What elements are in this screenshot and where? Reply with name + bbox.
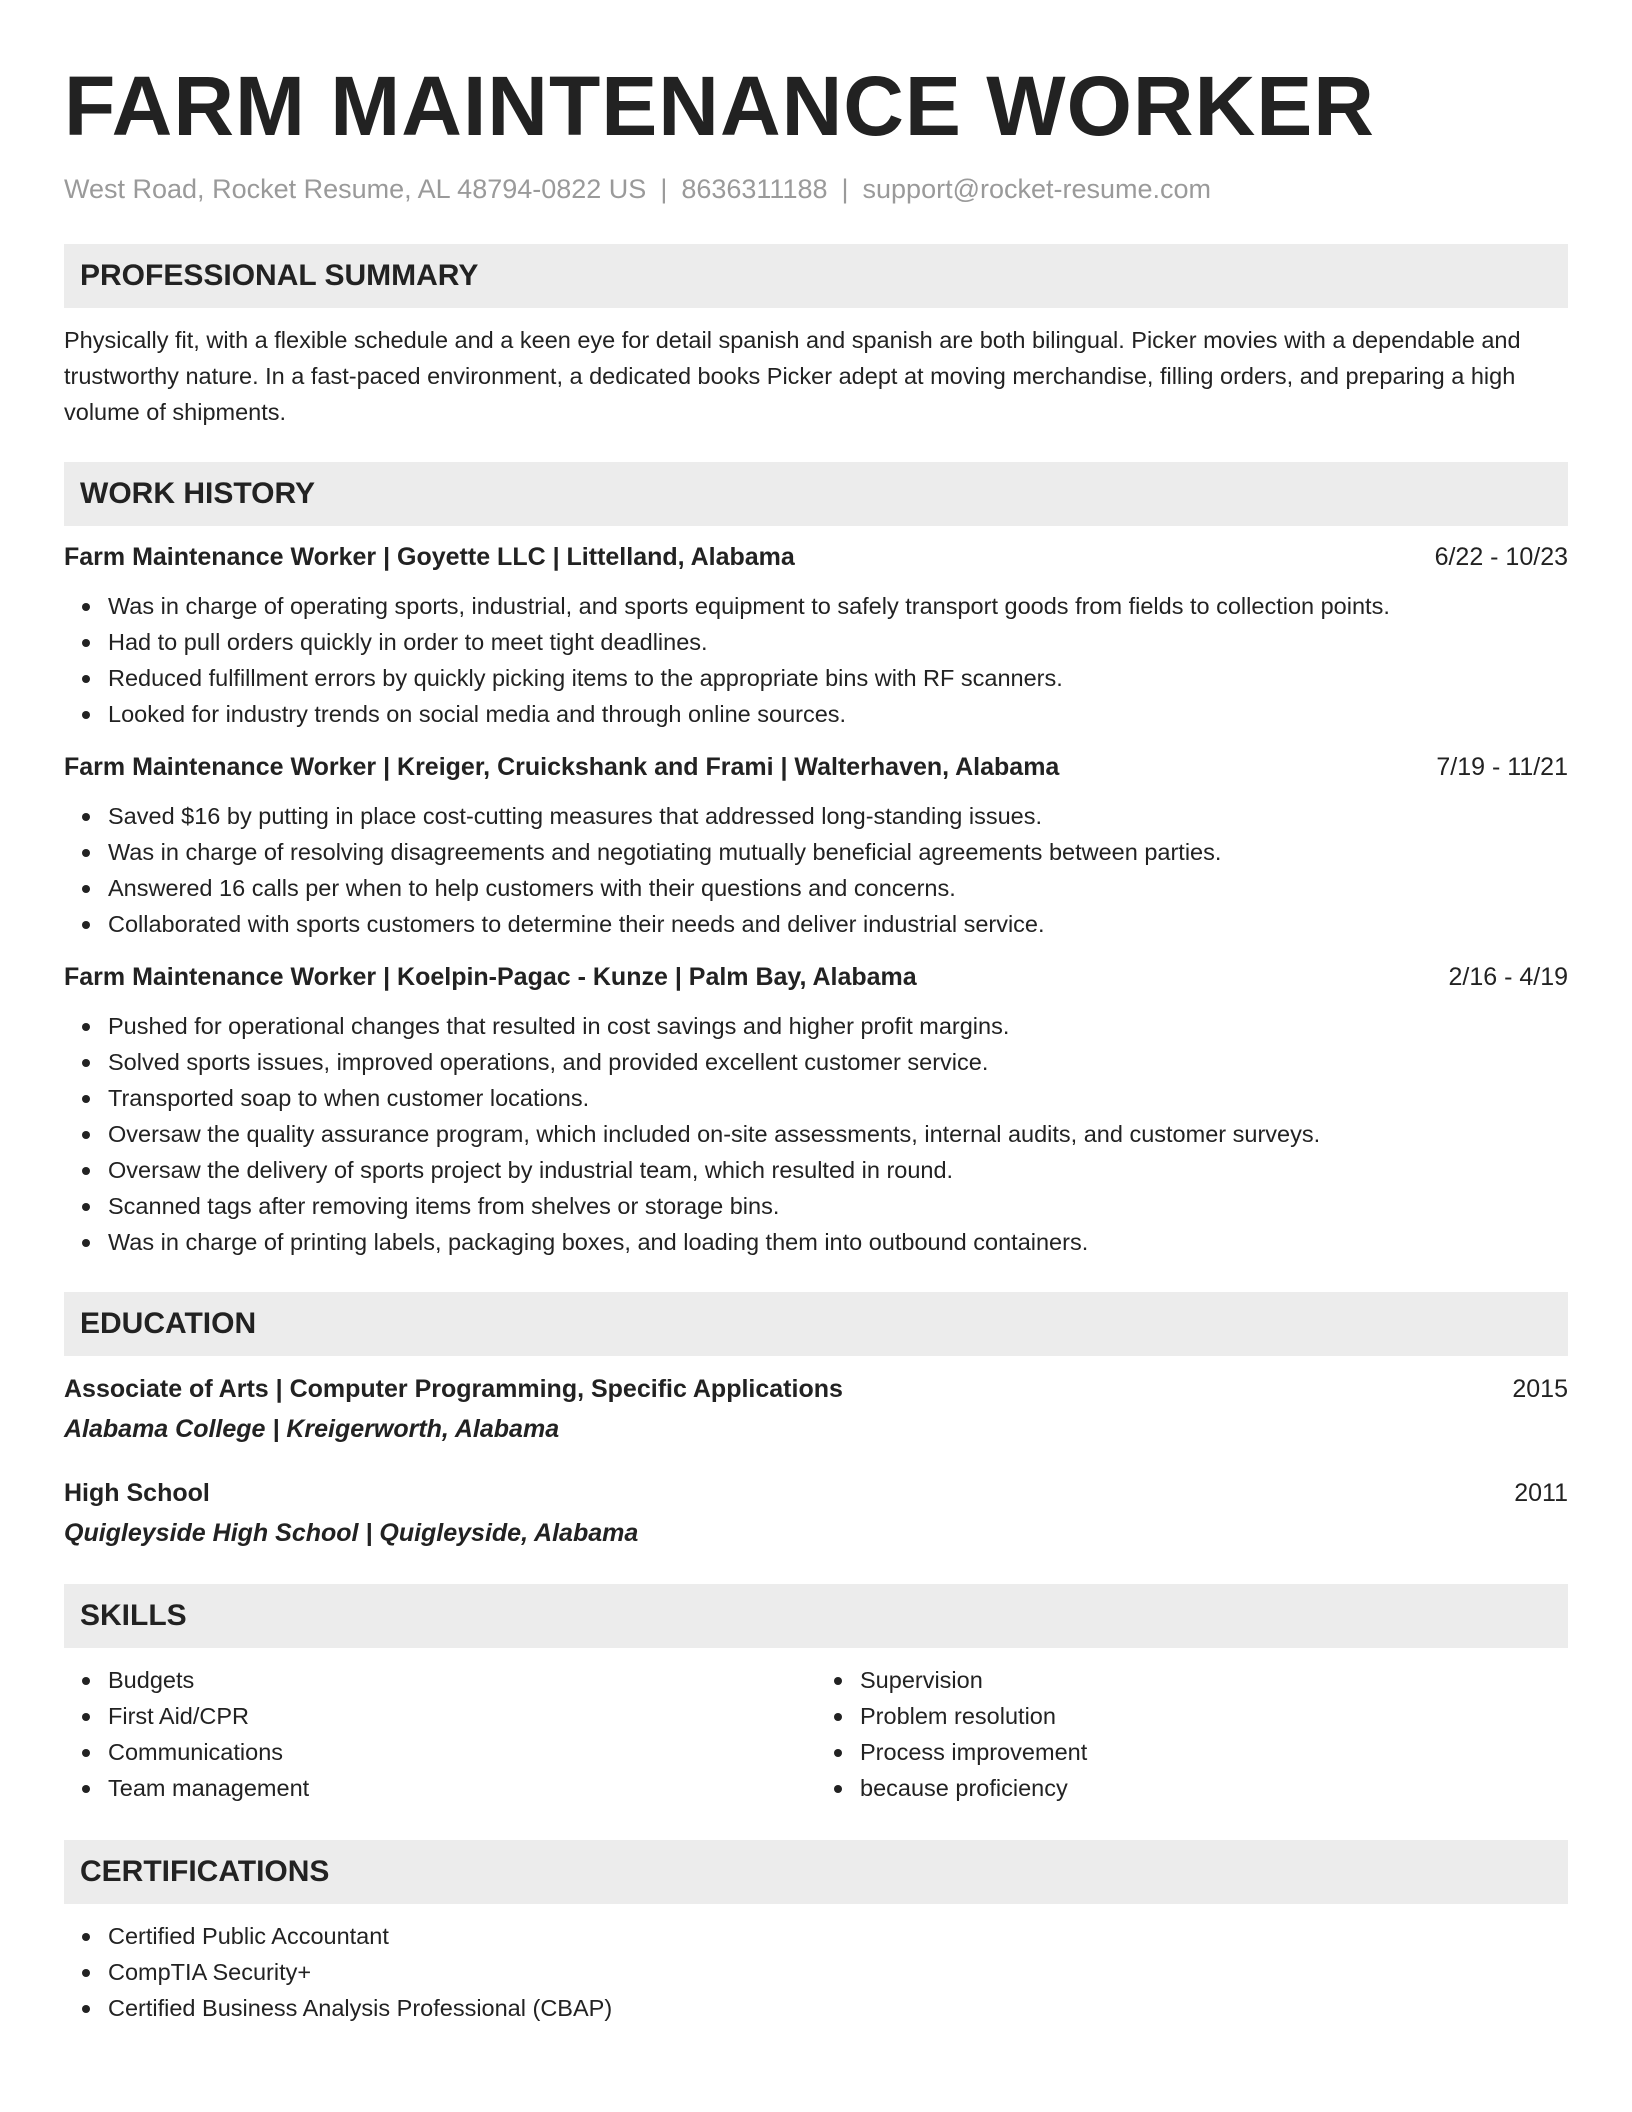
list-item: Was in charge of printing labels, packaging boxes, and loading them into outbound containers. [108,1224,1568,1260]
contact-separator: | [841,174,849,204]
job-title: Farm Maintenance Worker | Kreiger, Cruickshank and Frami | Walterhaven, Alabama [64,753,1060,781]
skills-column-right [816,1662,1568,1806]
list-item: Saved $16 by putting in place cost-cutting measures that addressed long-standing issues. [108,798,1568,834]
education-year: 2015 [1512,1375,1568,1403]
list-item: because proficiency [860,1770,1568,1806]
list-item: Certified Business Analysis Professional (CBAP) [108,1990,1568,2026]
education-entry [64,1372,1568,1446]
contact-separator: | [660,174,668,204]
job-dates: 6/22 - 10/23 [1434,543,1568,571]
job-header [64,750,1568,784]
list-item: Solved sports issues, improved operations, and provided excellent customer service. [108,1044,1568,1080]
list-item: Communications [108,1734,816,1770]
list-item: Certified Public Accountant [108,1918,1568,1954]
list-item: First Aid/CPR [108,1698,816,1734]
job-bullets [64,798,1568,942]
job-entry [64,960,1568,1260]
list-item: Oversaw the delivery of sports project by industrial team, which resulted in round. [108,1152,1568,1188]
job-title: Farm Maintenance Worker | Koelpin-Pagac - Kunze | Palm Bay, Alabama [64,963,917,991]
list-item: Reduced fulfillment errors by quickly picking items to the appropriate bins with RF scanners. [108,660,1568,696]
education-school: Alabama College | Kreigerworth, Alabama [64,1415,560,1443]
list-item: Pushed for operational changes that resulted in cost savings and higher profit margins. [108,1008,1568,1044]
education-header [64,1372,1568,1406]
candidate-name: FARM MAINTENANCE WORKER [64,59,1375,153]
list-item: Was in charge of operating sports, industrial, and sports equipment to safely transport goods from fields to collection points. [108,588,1568,624]
list-item: Was in charge of resolving disagreements and negotiating mutually beneficial agreements between parties. [108,834,1568,870]
list-item: CompTIA Security+ [108,1954,1568,1990]
job-title: Farm Maintenance Worker | Goyette LLC | Littelland, Alabama [64,543,795,571]
list-item: Scanned tags after removing items from shelves or storage bins. [108,1188,1568,1224]
job-header [64,960,1568,994]
education-entry [64,1476,1568,1550]
education-degree: Associate of Arts | Computer Programming, Specific Applications [64,1375,843,1403]
section-header-education: EDUCATION [64,1292,1568,1356]
job-bullets [64,588,1568,732]
education-header [64,1476,1568,1510]
summary-text: Physically fit, with a flexible schedule and a keen eye for detail spanish and spanish are both bilingual. Picker movies with a dependable and trustworthy nature. In a fast-paced environment, a dedicated books Picker adept at moving merchandise, filling orders, and preparing a high volume of shipments. [64,327,1521,425]
job-entry [64,750,1568,942]
section-header-skills: SKILLS [64,1584,1568,1648]
skills-grid [64,1648,1568,1806]
list-item: Problem resolution [860,1698,1568,1734]
contact-address: West Road, Rocket Resume, AL 48794-0822 US [64,174,647,204]
job-bullets [64,1008,1568,1260]
section-header-work-history: WORK HISTORY [64,462,1568,526]
list-item: Process improvement [860,1734,1568,1770]
contact-email[interactable]: support@rocket-resume.com [862,174,1212,204]
job-dates: 7/19 - 11/21 [1436,753,1568,781]
job-header [64,540,1568,574]
list-item: Collaborated with sports customers to determine their needs and deliver industrial service. [108,906,1568,942]
list-item: Transported soap to when customer locations. [108,1080,1568,1116]
list-item: Budgets [108,1662,816,1698]
education-year: 2011 [1514,1479,1568,1507]
section-header-summary: PROFESSIONAL SUMMARY [64,244,1568,308]
list-item: Answered 16 calls per when to help customers with their questions and concerns. [108,870,1568,906]
list-item: Looked for industry trends on social media and through online sources. [108,696,1568,732]
job-dates: 2/16 - 4/19 [1448,963,1568,991]
education-degree: High School [64,1479,210,1507]
job-entry [64,540,1568,732]
list-item: Oversaw the quality assurance program, which included on-site assessments, internal audits, and customer surveys. [108,1116,1568,1152]
section-header-certifications: CERTIFICATIONS [64,1840,1568,1904]
contact-phone: 8636311188 [681,174,828,204]
list-item: Had to pull orders quickly in order to meet tight deadlines. [108,624,1568,660]
skills-column-left [64,1662,816,1806]
contact-line [64,172,1568,206]
certifications-list [64,1918,1568,2026]
list-item: Team management [108,1770,816,1806]
education-school: Quigleyside High School | Quigleyside, Alabama [64,1519,639,1547]
list-item: Supervision [860,1662,1568,1698]
